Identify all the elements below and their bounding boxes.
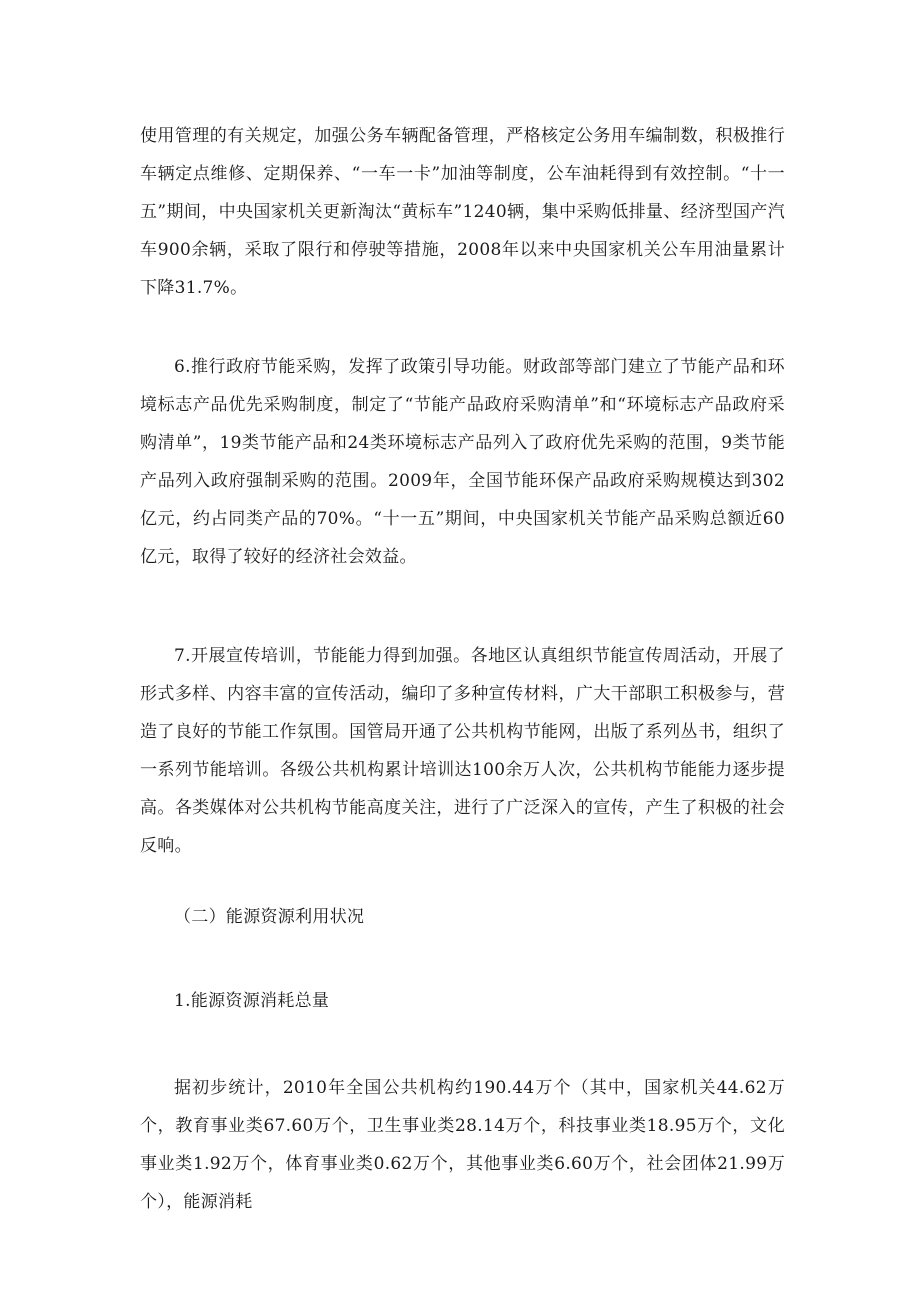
section-heading: （二）能源资源利用状况 [174, 907, 365, 927]
paragraph-energy-procurement: 6.推行政府节能采购，发挥了政策引导功能。财政部等部门建立了节能产品和环境标志产品优先采购制度，制定了“节能产品政府采购清单”和“环境标志产品政府采购清单”，19类节能产品和24类环境标志产品列入了政府优先采购的范围，9类节能产品列入政府强制采购的范围。2009年，全国节能环保产品政府采购规模达到302亿元，约占同类产品的70%。“十一五”期间，中央国家机关节能产品采购总额近60亿元，取得了较好的经济社会效益。 [140, 357, 785, 567]
subsection-heading: 1.能源资源消耗总量 [174, 991, 330, 1011]
paragraph-energy-consumption: 据初步统计，2010年全国公共机构约190.44万个（其中，国家机关44.62万个，教育事业类67.60万个，卫生事业类28.14万个，科技事业类18.95万个，文化事业类1.92万个，体育事业类0.62万个，其他事业类6.60万个，社会团体21.99万个），能源消耗 [140, 1078, 785, 1212]
paragraph-training: 7.开展宣传培训，节能能力得到加强。各地区认真组织节能宣传周活动，开展了形式多样、内容丰富的宣传活动，编印了多种宣传材料，广大干部职工积极参与，营造了良好的节能工作氛围。国管局开通了公共机构节能网，出版了系列丛书，组织了一系列节能培训。各级公共机构累计培训达100余万人次，公共机构节能能力逐步提高。各类媒体对公共机构节能高度关注，进行了广泛深入的宣传，产生了积极的社会反响。 [140, 646, 785, 856]
paragraph-vehicle-management: 使用管理的有关规定，加强公务车辆配备管理，严格核定公务用车编制数，积极推行车辆定点维修、定期保养、“一车一卡”加油等制度，公车油耗得到有效控制。“十一五”期间，中央国家机关更新淘汰“黄标车”1240辆，集中采购低排量、经济型国产汽车900余辆，采取了限行和停驶等措施，2008年以来中央国家机关公车用油量累计下降31.7%。 [140, 126, 785, 298]
